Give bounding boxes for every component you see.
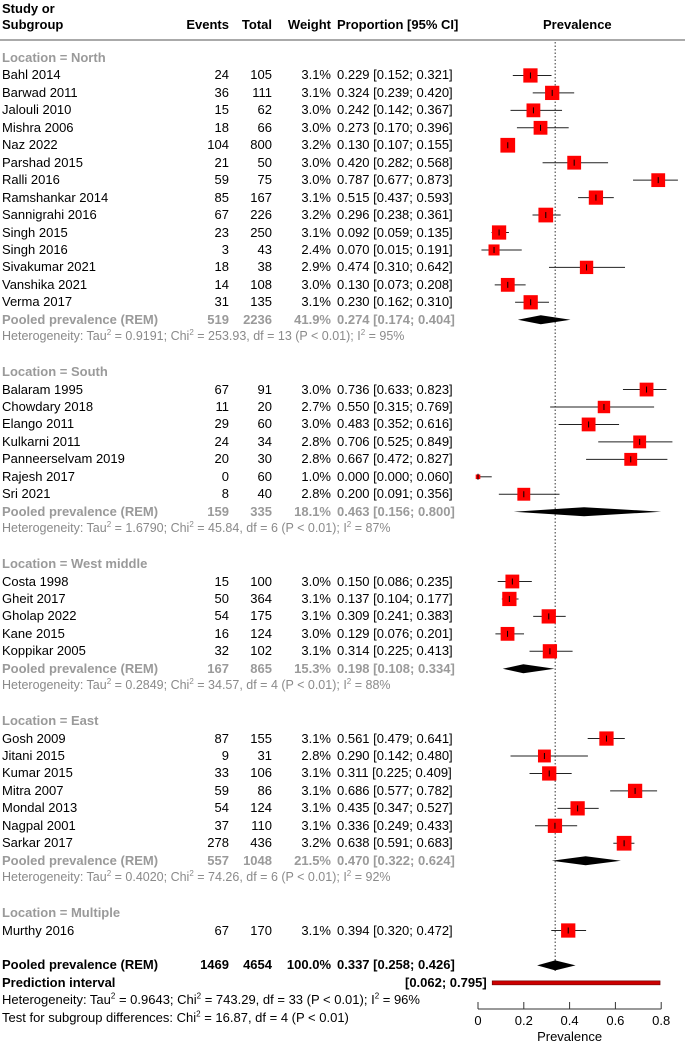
study-total: 40 xyxy=(257,486,272,502)
study-name: Panneerselvam 2019 xyxy=(2,451,125,467)
subgroup-heterogeneity: Heterogeneity: Tau$^2$ = 0.4020; Chi$^2$ = 74.26, df = 6 (P < 0.01); $I^2 = 92\%$ xyxy=(2,868,391,885)
subgroup-heterogeneity: Heterogeneity: Tau$^2$ = 0.9191; Chi$^2$ = 253.93, df = 13 (P < 0.01); $I^2 = 95\%$ xyxy=(2,328,405,344)
study-proportion-ci: 0.336 [0.249; 0.433] xyxy=(337,817,453,833)
subgroup-pooled-total: 865 xyxy=(250,660,272,676)
study-proportion-ci: 0.130 [0.073; 0.208] xyxy=(337,276,453,292)
subgroup-pooled-label: Pooled prevalence (REM) xyxy=(2,503,159,519)
study-weight: 3.0% xyxy=(301,416,331,432)
study-weight: 2.8% xyxy=(301,748,331,763)
prediction-interval-bar xyxy=(492,981,660,985)
study-total: 50 xyxy=(257,154,272,170)
subgroup-pooled-label: Pooled prevalence (REM) xyxy=(2,311,159,327)
overall-pooled-total: 4654 xyxy=(243,957,272,973)
study-name: Gholap 2022 xyxy=(2,608,77,624)
study-name: Jitani 2015 xyxy=(2,748,65,763)
study-total: 105 xyxy=(250,67,272,83)
study-events: 29 xyxy=(214,416,229,432)
study-total: 124 xyxy=(250,800,272,816)
subgroup-pooled-events: 167 xyxy=(207,660,229,676)
study-total: 30 xyxy=(257,451,272,467)
x-axis-label: Prevalence xyxy=(537,1029,603,1043)
subgroup-pooled-proportion-ci: 0.274 [0.174; 0.404] xyxy=(337,311,455,327)
study-proportion-ci: 0.296 [0.238; 0.361] xyxy=(337,207,453,223)
study-weight: 3.1% xyxy=(301,84,331,100)
subgroup-pooled-proportion-ci: 0.470 [0.322; 0.624] xyxy=(337,852,455,868)
study-name: Ramshankar 2014 xyxy=(2,189,109,205)
study-proportion-ci: 0.787 [0.677; 0.873] xyxy=(337,172,453,188)
study-total: 250 xyxy=(250,224,272,240)
study-events: 54 xyxy=(214,608,229,624)
study-proportion-ci: 0.200 [0.091; 0.356] xyxy=(337,486,453,502)
study-events: 8 xyxy=(221,486,229,502)
study-total: 800 xyxy=(250,137,272,153)
study-weight: 2.4% xyxy=(301,241,331,257)
study-weight: 3.0% xyxy=(301,172,331,188)
subgroup-label: Location = North xyxy=(2,50,106,65)
study-total: 135 xyxy=(250,294,272,310)
study-events: 278 xyxy=(207,835,229,851)
study-weight: 3.1% xyxy=(301,224,331,240)
prediction-interval-label: Prediction interval xyxy=(2,974,116,990)
study-events: 32 xyxy=(214,643,229,659)
study-proportion-ci: 0.092 [0.059; 0.135] xyxy=(337,224,453,240)
study-events: 54 xyxy=(214,800,229,816)
study-total: 60 xyxy=(257,468,272,484)
study-proportion-ci: 0.290 [0.142; 0.480] xyxy=(337,748,453,763)
study-name: Kumar 2015 xyxy=(2,765,73,781)
prediction-interval-value: [0.062; 0.795] xyxy=(405,974,487,990)
study-proportion-ci: 0.474 [0.310; 0.642] xyxy=(337,259,453,275)
x-tick-label: 0.4 xyxy=(560,1013,579,1028)
study-proportion-ci: 0.070 [0.015; 0.191] xyxy=(337,241,453,257)
subgroup-pooled-events: 557 xyxy=(207,852,229,868)
study-events: 0 xyxy=(221,468,229,484)
study-name: Sivakumar 2021 xyxy=(2,259,96,275)
study-weight: 1.0% xyxy=(301,468,331,484)
study-name: Balaram 1995 xyxy=(2,381,83,397)
subgroup-heterogeneity: Heterogeneity: Tau$^2$ = 1.6790; Chi$^2$ = 45.84, df = 6 (P < 0.01); $I^2 = 87\%$ xyxy=(2,519,391,536)
study-name: Gosh 2009 xyxy=(2,730,66,746)
study-total: 60 xyxy=(257,416,272,432)
study-weight: 3.2% xyxy=(301,207,331,223)
study-name: Costa 1998 xyxy=(2,573,69,589)
study-events: 20 xyxy=(214,451,229,467)
study-total: 34 xyxy=(257,433,272,449)
study-name: Vanshika 2021 xyxy=(2,276,88,292)
study-name: Sarkar 2017 xyxy=(2,835,73,851)
study-weight: 3.2% xyxy=(301,137,331,153)
study-weight: 3.0% xyxy=(301,119,331,135)
study-name: Ralli 2016 xyxy=(2,172,60,188)
study-events: 87 xyxy=(214,730,229,746)
study-total: 170 xyxy=(250,922,272,938)
header-prevalence: Prevalence xyxy=(543,17,612,32)
study-proportion-ci: 0.435 [0.347; 0.527] xyxy=(337,800,453,816)
overall-heterogeneity: Heterogeneity: Tau$^2$ = 0.9643; Chi$^2$ = 743.29, df = 33 (P < 0.01); $I^2 = 96\%$ xyxy=(2,991,420,1008)
study-name: Koppikar 2005 xyxy=(2,643,86,659)
study-proportion-ci: 0.130 [0.107; 0.155] xyxy=(337,137,453,153)
subgroup-pooled-weight: 15.3% xyxy=(294,660,331,676)
study-proportion-ci: 0.230 [0.162; 0.310] xyxy=(337,294,453,310)
header-weight: Weight xyxy=(287,17,331,32)
study-events: 67 xyxy=(214,922,229,938)
study-weight: 2.9% xyxy=(301,259,331,275)
study-events: 23 xyxy=(214,224,229,240)
study-total: 226 xyxy=(250,207,272,223)
subgroup-pooled-weight: 21.5% xyxy=(294,852,331,868)
study-events: 67 xyxy=(214,207,229,223)
study-total: 108 xyxy=(250,276,272,292)
study-weight: 3.1% xyxy=(301,922,331,938)
study-events: 37 xyxy=(214,817,229,833)
subgroup-pooled-weight: 41.9% xyxy=(294,311,331,327)
study-weight: 3.0% xyxy=(301,381,331,397)
subgroup-diamond xyxy=(503,664,555,673)
subgroup-pooled-total: 1048 xyxy=(243,852,272,868)
study-proportion-ci: 0.706 [0.525; 0.849] xyxy=(337,433,453,449)
study-weight: 3.1% xyxy=(301,800,331,816)
study-weight: 3.1% xyxy=(301,817,331,833)
study-proportion-ci: 0.311 [0.225; 0.409] xyxy=(337,765,452,781)
study-weight: 3.0% xyxy=(301,154,331,170)
study-proportion-ci: 0.309 [0.241; 0.383] xyxy=(337,608,453,624)
subgroup-pooled-total: 2236 xyxy=(243,311,272,327)
study-weight: 3.1% xyxy=(301,67,331,83)
subgroup-diamond xyxy=(514,507,661,516)
study-events: 24 xyxy=(214,67,229,83)
subgroup-pooled-label: Pooled prevalence (REM) xyxy=(2,852,159,868)
subgroup-pooled-proportion-ci: 0.463 [0.156; 0.800] xyxy=(337,503,455,519)
study-events: 15 xyxy=(214,573,229,589)
study-events: 14 xyxy=(214,276,229,292)
x-tick-label: 0 xyxy=(474,1013,482,1028)
study-name: Naz 2022 xyxy=(2,137,58,153)
study-total: 111 xyxy=(252,84,272,100)
header-proportion: Proportion [95% CI] xyxy=(337,17,459,32)
study-total: 62 xyxy=(257,102,272,118)
study-proportion-ci: 0.394 [0.320; 0.472] xyxy=(337,922,453,938)
study-name: Verma 2017 xyxy=(2,294,73,310)
subgroup-diamond xyxy=(518,315,571,324)
study-proportion-ci: 0.000 [0.000; 0.060] xyxy=(337,468,453,484)
header-events: Events xyxy=(186,17,229,32)
study-name: Sri 2021 xyxy=(2,486,51,502)
study-proportion-ci: 0.736 [0.633; 0.823] xyxy=(337,381,453,397)
subgroup-pooled-weight: 18.1% xyxy=(294,503,331,519)
study-events: 18 xyxy=(214,119,229,135)
study-total: 102 xyxy=(250,643,272,659)
study-events: 33 xyxy=(214,765,229,781)
study-total: 110 xyxy=(251,817,272,833)
study-weight: 3.0% xyxy=(301,276,331,292)
overall-pooled-weight: 100.0% xyxy=(286,957,331,973)
subgroup-label: Location = Multiple xyxy=(2,905,121,921)
study-name: Barwad 2011 xyxy=(2,84,78,100)
x-tick-label: 0.2 xyxy=(514,1013,533,1028)
study-name: Bahl 2014 xyxy=(2,67,61,83)
study-total: 86 xyxy=(257,782,272,798)
study-name: Nagpal 2001 xyxy=(2,817,76,833)
study-weight: 3.1% xyxy=(301,590,331,606)
study-proportion-ci: 0.137 [0.104; 0.177] xyxy=(337,590,453,606)
study-events: 11 xyxy=(215,399,229,414)
study-name: Parshad 2015 xyxy=(2,154,83,170)
study-name: Gheit 2017 xyxy=(2,590,66,606)
study-proportion-ci: 0.420 [0.282; 0.568] xyxy=(337,154,453,170)
subgroup-label: Location = East xyxy=(2,713,99,729)
header-subgroup: Subgroup xyxy=(2,17,64,32)
x-tick-label: 0.8 xyxy=(652,1013,671,1028)
study-proportion-ci: 0.229 [0.152; 0.321] xyxy=(337,67,453,83)
study-proportion-ci: 0.273 [0.170; 0.396] xyxy=(337,119,453,135)
study-events: 104 xyxy=(207,137,229,153)
study-total: 20 xyxy=(257,399,272,414)
study-name: Kulkarni 2011 xyxy=(2,433,81,449)
subgroup-pooled-proportion-ci: 0.198 [0.108; 0.334] xyxy=(337,660,455,676)
study-weight: 3.1% xyxy=(301,765,331,781)
study-name: Chowdary 2018 xyxy=(2,399,94,414)
study-name: Mishra 2006 xyxy=(2,119,74,135)
overall-pooled-events: 1469 xyxy=(200,957,229,973)
study-weight: 3.2% xyxy=(301,835,331,851)
study-total: 75 xyxy=(257,172,272,188)
study-weight: 3.1% xyxy=(301,782,331,798)
header-study: Study or xyxy=(2,1,55,16)
study-name: Mitra 2007 xyxy=(2,782,64,798)
study-total: 436 xyxy=(250,835,272,851)
study-events: 67 xyxy=(214,381,229,397)
study-name: Murthy 2016 xyxy=(2,922,75,938)
study-weight: 3.1% xyxy=(301,608,331,624)
study-events: 31 xyxy=(214,294,229,310)
study-weight: 3.1% xyxy=(301,189,331,205)
study-events: 59 xyxy=(214,172,229,188)
subgroup-pooled-events: 159 xyxy=(207,503,229,519)
study-weight: 3.1% xyxy=(301,730,331,746)
study-proportion-ci: 0.667 [0.472; 0.827] xyxy=(337,451,453,467)
subgroup-pooled-total: 335 xyxy=(250,503,272,519)
study-proportion-ci: 0.129 [0.076; 0.201] xyxy=(337,625,453,641)
study-total: 100 xyxy=(250,573,272,589)
study-events: 85 xyxy=(214,189,229,205)
study-name: Elango 2011 xyxy=(2,416,75,432)
study-events: 50 xyxy=(214,590,229,606)
study-total: 66 xyxy=(257,119,272,135)
study-events: 16 xyxy=(214,625,229,641)
study-events: 21 xyxy=(214,154,229,170)
subgroup-pooled-events: 519 xyxy=(207,311,229,327)
study-total: 106 xyxy=(250,765,272,781)
study-name: Singh 2015 xyxy=(2,224,68,240)
subgroup-pooled-label: Pooled prevalence (REM) xyxy=(2,660,159,676)
subgroup-label: Location = West middle xyxy=(2,556,148,572)
study-weight: 2.7% xyxy=(301,399,331,414)
study-total: 167 xyxy=(250,189,272,205)
study-proportion-ci: 0.314 [0.225; 0.413] xyxy=(337,643,453,659)
study-events: 3 xyxy=(221,241,229,257)
study-weight: 3.1% xyxy=(301,643,331,659)
study-weight: 2.8% xyxy=(301,486,331,502)
study-proportion-ci: 0.515 [0.437; 0.593] xyxy=(337,189,453,205)
study-weight: 3.0% xyxy=(301,102,331,118)
study-events: 15 xyxy=(214,102,229,118)
study-proportion-ci: 0.638 [0.591; 0.683] xyxy=(337,835,453,851)
study-events: 24 xyxy=(214,433,229,449)
study-name: Singh 2016 xyxy=(2,241,68,257)
subgroup-label: Location = South xyxy=(2,364,108,380)
subgroup-diamond xyxy=(552,856,621,865)
study-name: Rajesh 2017 xyxy=(2,468,75,484)
study-weight: 3.1% xyxy=(301,294,331,310)
overall-diamond xyxy=(537,960,575,970)
overall-pooled-proportion-ci: 0.337 [0.258; 0.426] xyxy=(337,957,455,973)
study-events: 59 xyxy=(214,782,229,798)
study-events: 9 xyxy=(221,748,229,763)
subgroup-heterogeneity: Heterogeneity: Tau$^2$ = 0.2849; Chi$^2$ = 34.57, df = 4 (P < 0.01); $I^2 = 88\%$ xyxy=(2,677,391,693)
study-total: 38 xyxy=(257,259,272,275)
header-total: Total xyxy=(241,17,272,32)
study-events: 36 xyxy=(214,84,229,100)
study-weight: 3.0% xyxy=(301,625,331,641)
study-proportion-ci: 0.324 [0.239; 0.420] xyxy=(337,84,453,100)
x-tick-label: 0.6 xyxy=(606,1013,625,1028)
study-total: 155 xyxy=(250,730,272,746)
study-proportion-ci: 0.561 [0.479; 0.641] xyxy=(337,730,453,746)
study-name: Kane 2015 xyxy=(2,625,65,641)
study-name: Mondal 2013 xyxy=(2,800,78,816)
study-proportion-ci: 0.242 [0.142; 0.367] xyxy=(337,102,453,118)
subgroup-differences-test: Test for subgroup differences: Chi$^2$ = 16.87, df = 4 (P < 0.01) xyxy=(2,1009,349,1025)
study-total: 31 xyxy=(257,748,272,763)
study-total: 175 xyxy=(250,608,272,624)
study-events: 18 xyxy=(214,259,229,275)
study-proportion-ci: 0.150 [0.086; 0.235] xyxy=(337,573,453,589)
study-total: 124 xyxy=(250,625,272,641)
study-total: 364 xyxy=(250,590,272,606)
study-weight: 2.8% xyxy=(301,433,331,449)
study-name: Sannigrahi 2016 xyxy=(2,207,97,223)
study-weight: 3.0% xyxy=(301,573,331,589)
study-proportion-ci: 0.550 [0.315; 0.769] xyxy=(337,399,453,414)
study-weight: 2.8% xyxy=(301,451,331,467)
study-name: Jalouli 2010 xyxy=(2,102,72,118)
overall-pooled-label: Pooled prevalence (REM) xyxy=(2,957,159,973)
study-total: 43 xyxy=(257,241,272,257)
study-proportion-ci: 0.686 [0.577; 0.782] xyxy=(337,782,453,798)
study-total: 91 xyxy=(257,381,272,397)
study-proportion-ci: 0.483 [0.352; 0.616] xyxy=(337,416,453,432)
